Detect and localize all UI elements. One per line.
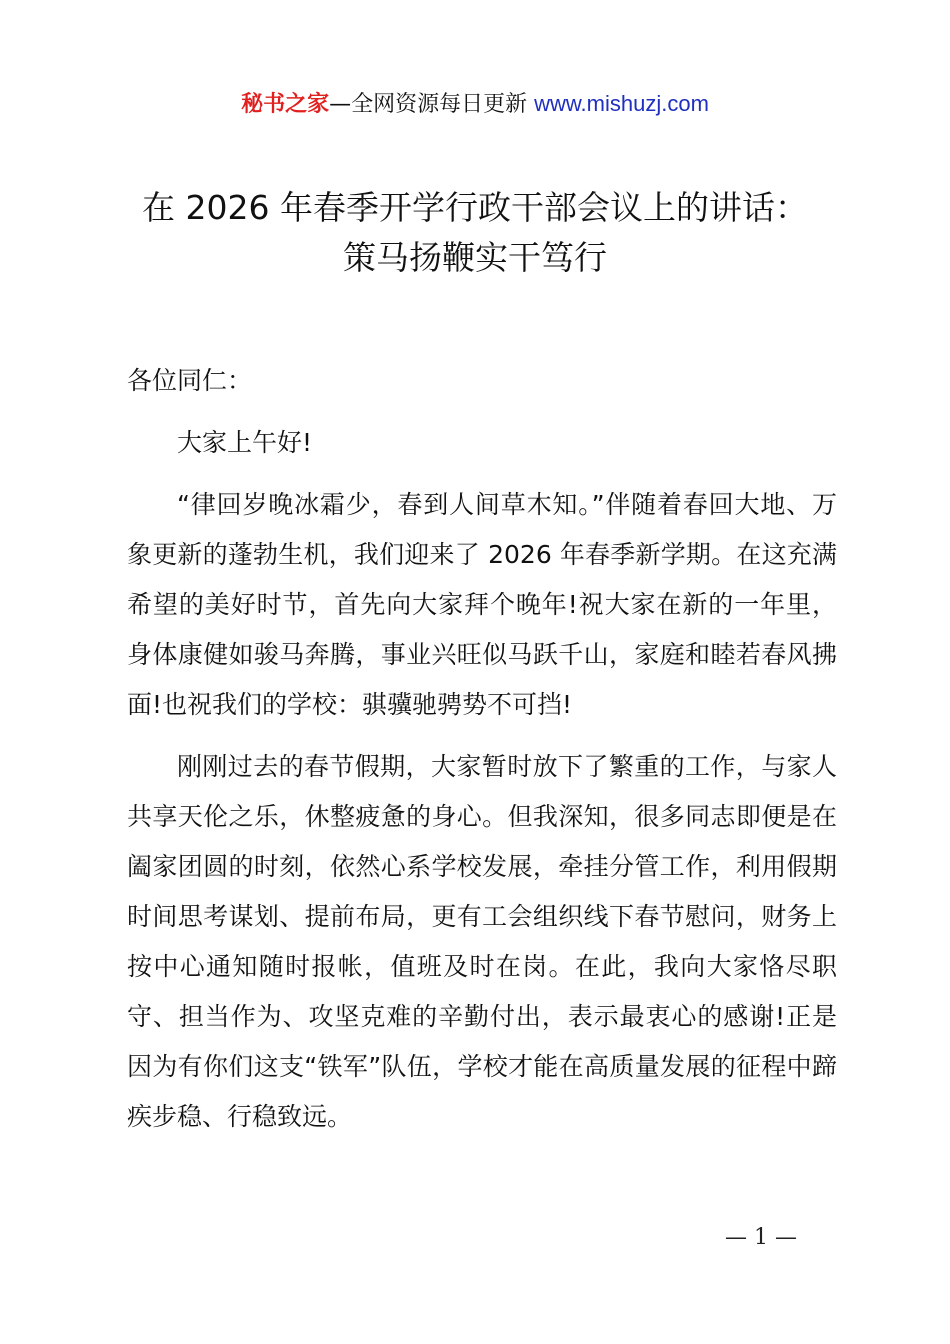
paragraph-thanks: 刚刚过去的春节假期，大家暂时放下了繁重的工作，与家人共享天伦之乐，休整疲惫的身心。但我深知，很多同志即便是在阖家团圆的时刻，依然心系学校发展，牵挂分管工作，利用假期时间思考谋划、提前布局，更有工会组织线下春节慰问，财务上按中心通知随时报帐，值班及时在岗。在此，我向大家恪尽职守、担当作为、攻坚克难的辛勤付出，表示最衷心的感谢!正是因为有你们这支“铁军”队伍，学校才能在高质量发展的征程中蹄疾步稳、行稳致远。 — [127, 752, 837, 1131]
salutation: 各位同仁： — [127, 366, 253, 395]
title-line-1: 在 2026 年春季开学行政干部会议上的讲话： — [142, 188, 808, 227]
page-number: — 1 — — [725, 1225, 797, 1250]
document-title — [60, 183, 890, 283]
title-line-2: 策马扬鞭实干笃行 — [343, 238, 607, 277]
header-tagline: —全网资源每日更新 — [329, 92, 535, 117]
brand-name: 秘书之家 — [241, 92, 330, 117]
paragraph-new-year: “律回岁晚冰霜少，春到人间草木知。”伴随着春回大地、万象更新的蓬勃生机，我们迎来了 2026 年春季新学期。在这充满希望的美好时节，首先向大家拜个晚年!祝大家在新的一年里，身体康健如骏马奔腾，事业兴旺似马跃千山，家庭和睦若春风拂面!也祝我们的学校：骐骥驰骋势不可挡! — [127, 490, 837, 719]
site-header — [0, 88, 950, 121]
document-body — [127, 356, 837, 1154]
paragraph-greeting: 大家上午好! — [177, 428, 313, 457]
site-url-link[interactable]: www.mishuzj.com — [534, 91, 709, 116]
